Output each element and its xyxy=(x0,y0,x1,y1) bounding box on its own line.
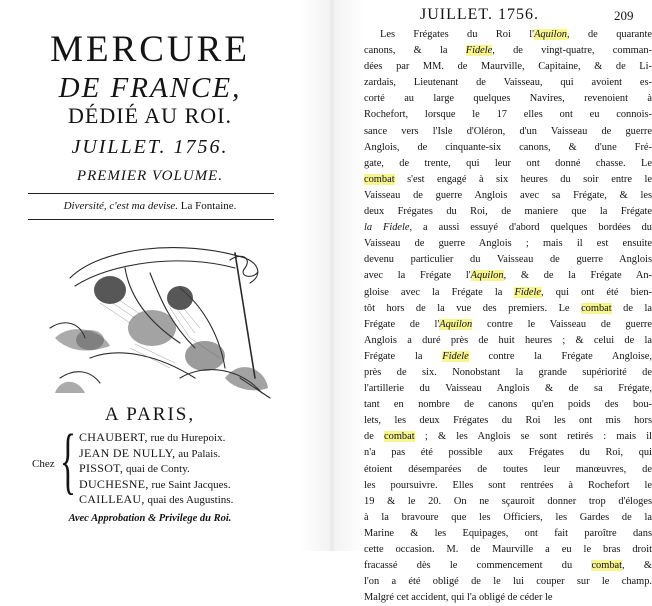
text-line xyxy=(364,188,652,204)
page-number: 209 xyxy=(614,8,634,23)
text-run: , de vingt-quatre, comman- xyxy=(492,45,652,57)
text-run: gate, de trente, qui leur ont donné chasse. Le xyxy=(364,157,652,169)
rule-divider xyxy=(28,219,274,220)
text-line xyxy=(364,494,652,510)
journal-subtitle: DE FRANCE, xyxy=(58,72,242,104)
text-run: , & xyxy=(622,560,652,572)
text-line xyxy=(364,252,652,268)
dedication: DÉDIÉ AU ROI. xyxy=(68,103,232,128)
bookseller-entry xyxy=(79,477,233,493)
volume-label: PREMIER VOLUME. xyxy=(76,168,224,184)
bookseller-address: rue Saint Jacques. xyxy=(151,478,231,491)
text-line xyxy=(364,91,652,107)
bookseller-name: CHAUBERT, xyxy=(79,430,148,444)
bookseller-address: au Palais. xyxy=(178,447,221,460)
bookseller-address: quai des Augustins. xyxy=(147,494,234,506)
text-run: contre la Frégate Angloise, xyxy=(468,350,652,362)
text-run: Marine & les Equipages, ont fait paroître dans xyxy=(364,527,652,539)
text-run: 19 & le 20. On ne sçauroit donner trop d'éloges xyxy=(364,495,652,507)
text-line xyxy=(364,381,652,397)
text-line xyxy=(364,172,652,188)
bookseller-address: quai de Conty. xyxy=(125,463,190,475)
epigraph-author: La Fontaine. xyxy=(180,200,237,212)
text-line xyxy=(364,558,652,574)
search-highlight: combat xyxy=(581,302,612,314)
text-line xyxy=(364,429,652,445)
text-line xyxy=(364,574,652,590)
text-run: l'artillerie du Vaisseau Anglois & de sa Frégate, xyxy=(364,383,652,395)
text-run: , a aussi essuyé d'abord quelques bordées du xyxy=(409,222,652,234)
text-line xyxy=(364,462,652,478)
bookseller-name: PISSOT, xyxy=(79,461,124,475)
text-run: avec la Frégate l' xyxy=(364,270,471,282)
text-line xyxy=(364,397,652,413)
text-line xyxy=(364,445,652,461)
text-run: les poursuivre. Elles sont rentrées à Rochefort le xyxy=(364,479,652,491)
running-head: JUILLET. 1756. xyxy=(420,6,540,23)
search-highlight: Fidele xyxy=(514,286,542,298)
search-highlight: combat xyxy=(384,431,415,443)
epigraph xyxy=(0,200,300,212)
text-run: devenu particulier du Vaisseau de guerre Anglois xyxy=(364,254,652,266)
text-run: Anglois a duré près de huit heures ; & celui de la xyxy=(364,334,652,346)
text-run: dées par MM. de Maurville, Capitaine, & de Li- xyxy=(364,61,652,73)
text-run: Vaisseau de guerre Anglois avec sa Frégate, & les xyxy=(364,189,652,201)
text-line xyxy=(364,59,652,75)
text-run: Les Frégates du Roi l' xyxy=(380,29,535,40)
title-page xyxy=(0,0,300,551)
bookseller-entry xyxy=(79,461,233,477)
text-line xyxy=(364,413,652,429)
article-body xyxy=(364,27,652,606)
imprint-city: A PARIS, xyxy=(104,404,196,425)
text-line xyxy=(364,542,652,558)
text-run: ; & les Anglois se sont retirés : mais il xyxy=(414,431,652,443)
text-run: tant en nombre de canons qu'en poids des bou- xyxy=(364,399,652,411)
text-run: Vaisseau de guerre Anglois ; mais il est ensuite xyxy=(364,238,652,250)
text-line xyxy=(364,204,652,220)
search-highlight: Aquilon xyxy=(470,270,504,282)
bookseller-entry xyxy=(79,446,233,462)
bookseller-list xyxy=(79,430,233,508)
text-run: la xyxy=(414,350,443,362)
text-line xyxy=(364,317,652,333)
privilege-line: Avec Approbation & Privilege du Roi. xyxy=(68,513,232,524)
epigraph-motto: Diversité, c'est ma devise. xyxy=(63,200,179,212)
search-highlight: combat xyxy=(364,173,395,185)
text-line xyxy=(364,365,652,381)
text-run: , & de la Frégate An- xyxy=(503,270,652,282)
text-line xyxy=(364,236,652,252)
text-run: gloise avec la Frégate xyxy=(364,286,495,298)
text-run: deux Frégates du Roi, de maniere que la Frégate xyxy=(364,206,652,218)
text-line xyxy=(364,285,652,301)
text-run: près de six. Nonobstant la grande supériorité de xyxy=(364,366,652,378)
bookseller-entry xyxy=(79,492,233,508)
text-line xyxy=(364,510,652,526)
text-line xyxy=(364,27,652,43)
text-run: , de quarante xyxy=(566,29,652,40)
book-gutter xyxy=(300,0,364,551)
text-line xyxy=(364,478,652,494)
brace-glyph: { xyxy=(60,420,76,502)
text-line xyxy=(364,333,652,349)
text-run: étoient désemparées de toutes leur manœuvres, de xyxy=(364,463,652,475)
search-highlight: combat xyxy=(591,560,623,572)
text-run: Malgré cet accident, qui l'a obligé de céder le xyxy=(364,592,553,604)
text-line xyxy=(364,156,652,172)
text-run: s'est engagé à six heures du soir entre le xyxy=(394,173,652,185)
rule-divider xyxy=(28,193,274,194)
bookseller-address: rue du Hurepoix. xyxy=(150,432,226,444)
text-line xyxy=(364,590,652,606)
bookseller-name: CAILLEAU, xyxy=(79,492,145,506)
text-run: de xyxy=(364,431,385,443)
chez-label: Chez xyxy=(32,458,55,470)
text-page xyxy=(364,0,652,604)
text-line xyxy=(364,43,652,59)
text-run: Anglois, de cinquante-six canons, & d'une Fré- xyxy=(364,141,652,153)
text-line xyxy=(364,349,652,365)
text-run: Rochefort, lorsque le 17 elles ont eu connois- xyxy=(364,109,652,121)
journal-title: MERCURE xyxy=(50,29,250,70)
text-run: Frégate xyxy=(364,350,415,362)
text-run: , qui ont été bien- xyxy=(541,286,652,298)
search-highlight: Fidele xyxy=(442,350,469,362)
search-highlight: Aquilon xyxy=(534,29,567,40)
text-run: contre le Vaisseau de guerre xyxy=(472,318,652,330)
text-run: de la xyxy=(611,302,652,314)
text-line xyxy=(364,301,652,317)
text-line xyxy=(364,220,652,236)
text-line xyxy=(364,268,652,284)
text-run: cette occasion. M. de Maurville a eu le bras droit xyxy=(364,544,652,555)
search-highlight: Aquilon xyxy=(439,318,473,330)
text-run: lets, les deux Frégates du Roi les ont mis hors xyxy=(364,415,652,427)
text-line xyxy=(364,124,652,140)
mercury-allegorical-vignette xyxy=(30,228,272,403)
text-run: à la bravoure que les Officiers, les Gardes de la xyxy=(364,511,652,523)
text-line xyxy=(364,75,652,91)
search-highlight: Fidele xyxy=(465,45,493,57)
text-line xyxy=(364,526,652,542)
text-run: sance vers l'Isle d'Oléron, d'un Vaisseau de guerre xyxy=(364,125,652,137)
text-line xyxy=(364,140,652,156)
text-run: corté au large quelques Navires, revenoient à xyxy=(364,93,652,105)
text-run: Frégate de l' xyxy=(364,318,440,330)
text-run: l'on a été obligé de le lui couper sur le champ. xyxy=(364,576,652,588)
bookseller-name: JEAN DE NULLY, xyxy=(79,445,176,460)
text-run: la Fidele xyxy=(364,222,410,234)
text-run: tôt hors de la vue des premiers. Le xyxy=(364,302,582,314)
text-run: fracassé dès le commencement du xyxy=(364,560,592,572)
text-run: n'a pas été possible aux Frégates du Roi, qui xyxy=(364,447,652,459)
issue-date: JUILLET. 1756. xyxy=(71,136,229,158)
text-run: la xyxy=(494,286,515,298)
bookseller-name: DUCHESNE, xyxy=(79,476,149,491)
text-line xyxy=(364,107,652,123)
text-run: canons, & la xyxy=(364,45,466,57)
text-run: zardais, Lieutenant de Vaisseau, qui avoient es- xyxy=(364,77,652,89)
bookseller-entry xyxy=(79,430,233,446)
